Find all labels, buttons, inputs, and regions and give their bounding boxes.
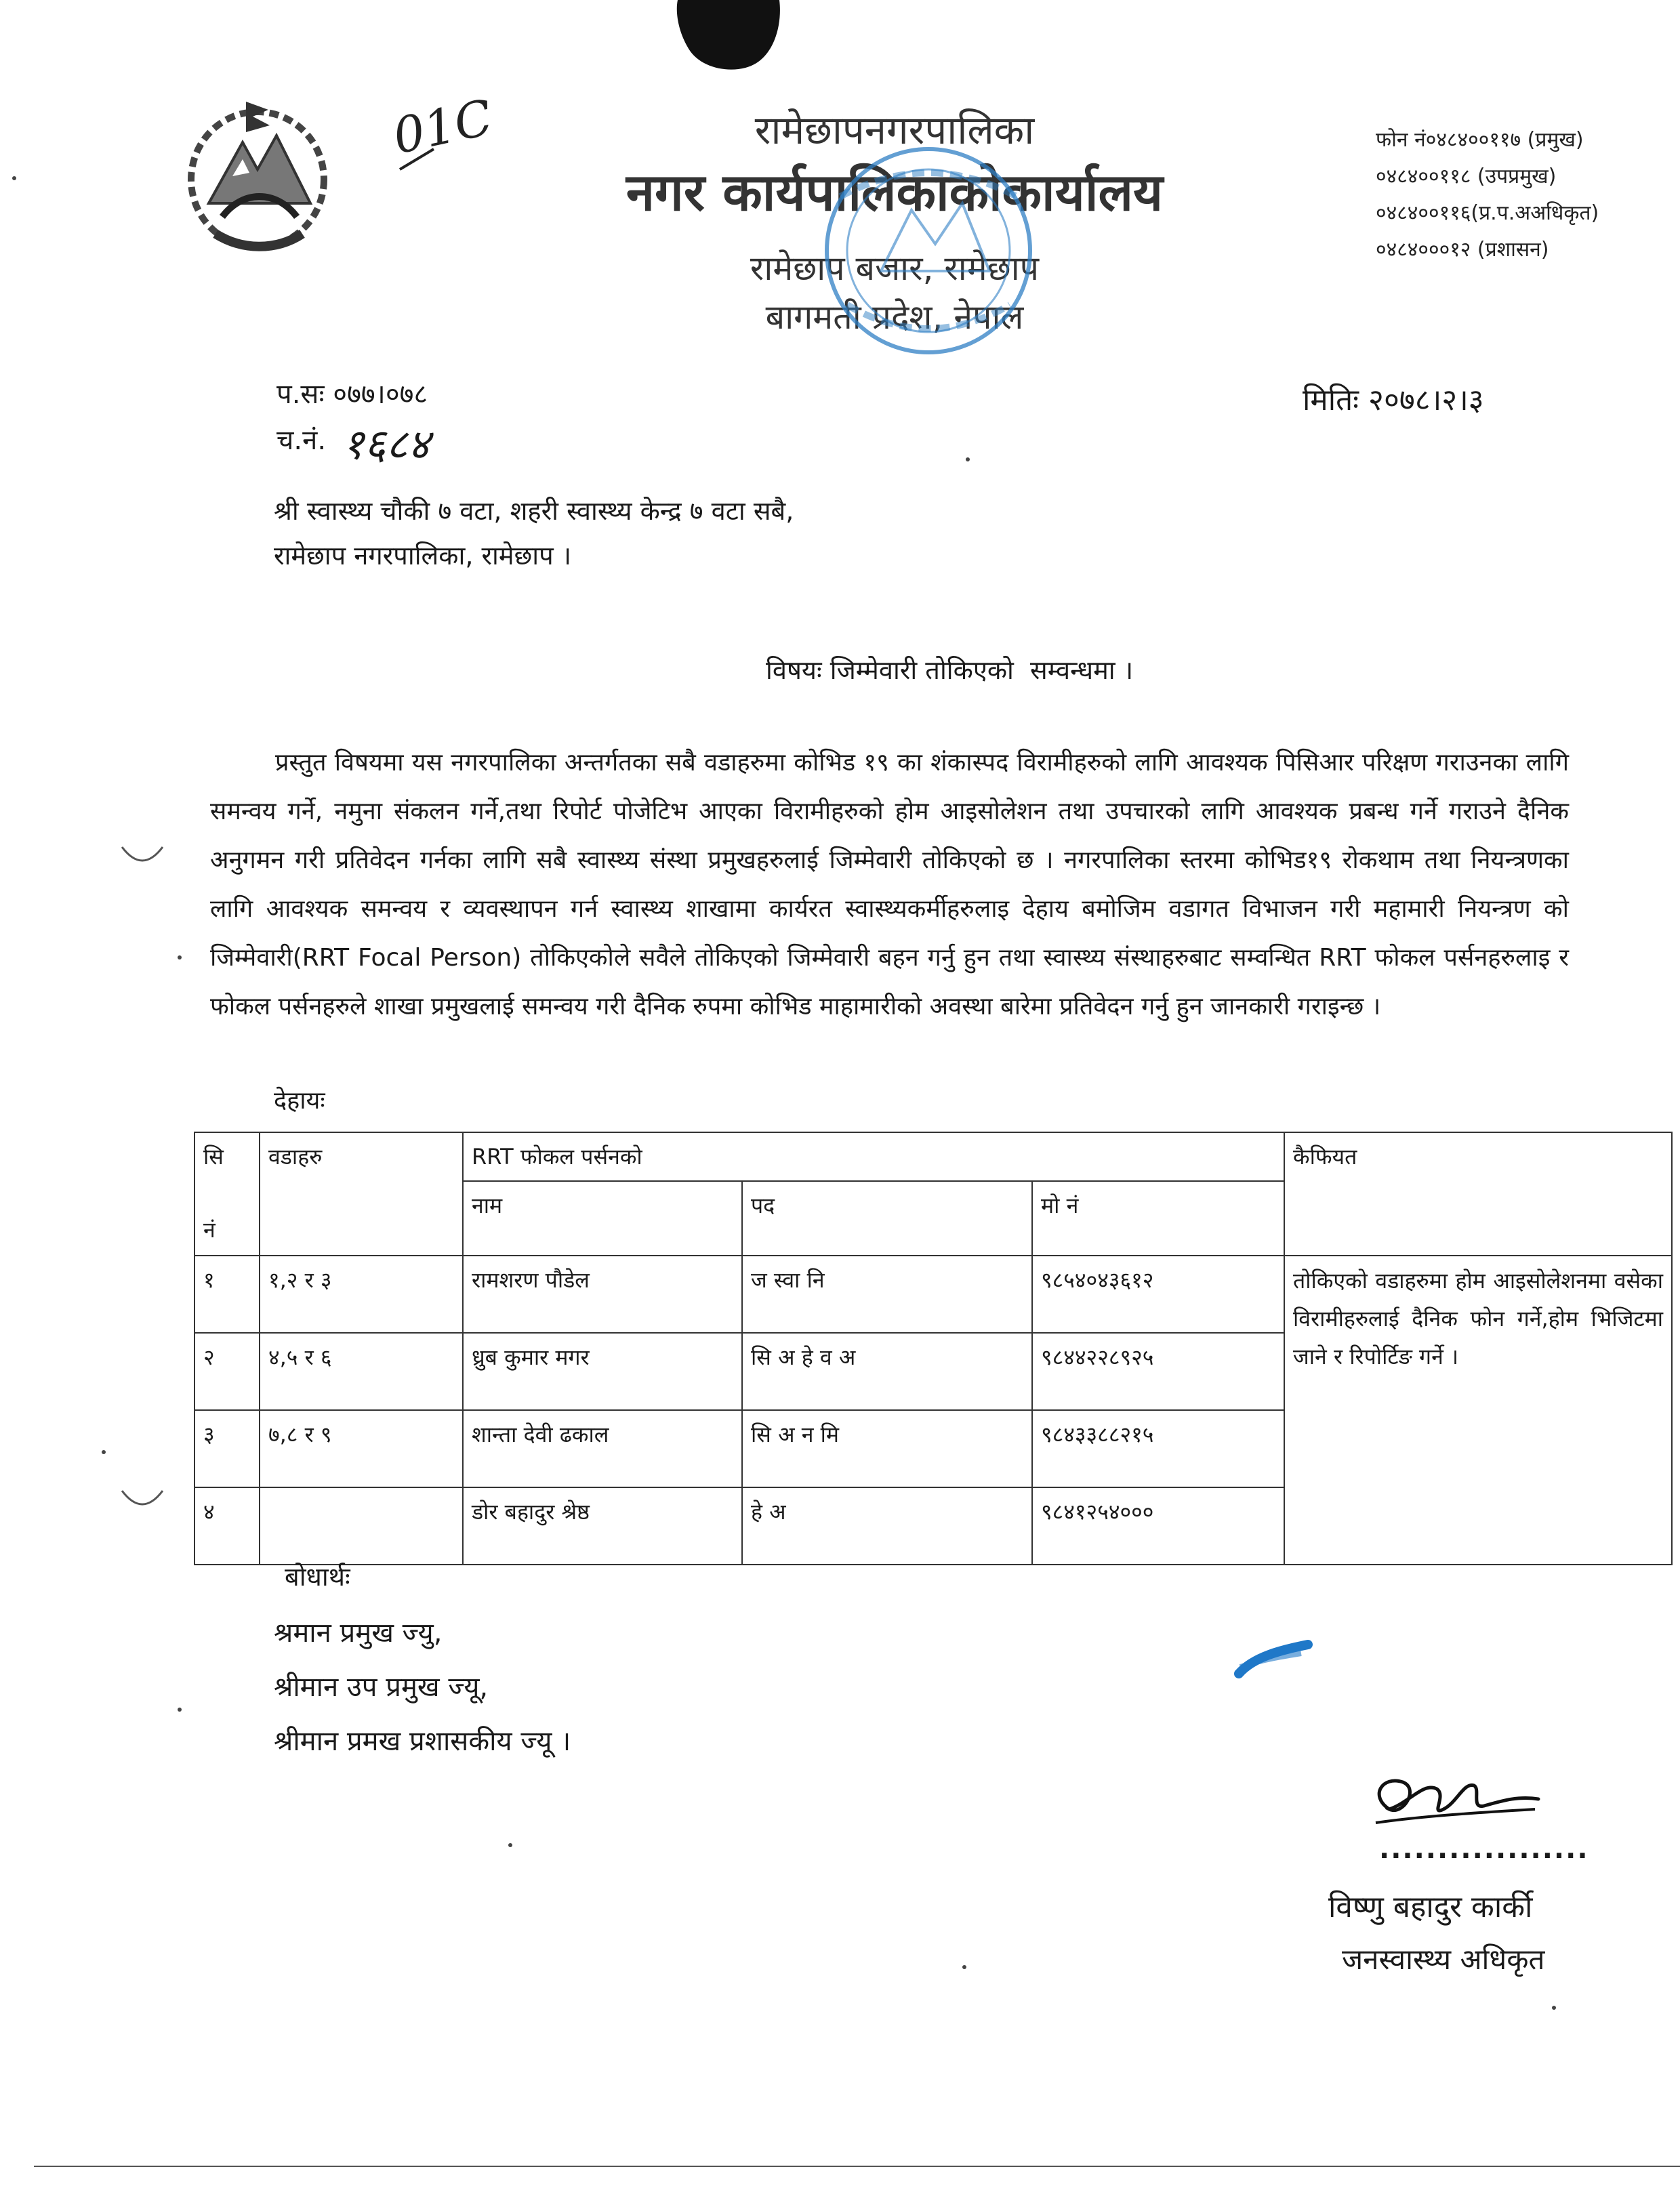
phone-line: फोन नं०४८४००११७ (प्रमुख) (1376, 128, 1584, 152)
cc-line: श्रीमान उप प्रमुख ज्यू, (274, 1672, 489, 1703)
letter-date: मितिः २०७८।२।३ (1303, 383, 1484, 417)
cell-post: ज स्वा नि (742, 1256, 1032, 1333)
nepal-emblem-logo (182, 88, 334, 257)
cell-name: शान्ता देवी ढकाल (463, 1410, 742, 1487)
signatory-name: विष्णु बहादुर कार्की (1328, 1890, 1533, 1924)
letter-number: प.सः ०७७।०७८ (276, 379, 428, 410)
header-serial-bottom: नं (203, 1217, 216, 1243)
cell-wards (260, 1487, 463, 1565)
cell-mobile: ९८५४०४३६१२ (1032, 1256, 1284, 1333)
cell-serial: १ (194, 1256, 260, 1333)
dispatch-number-value: १६८४ (342, 419, 430, 469)
header-post: पद (742, 1181, 1032, 1256)
paper-speck (1552, 2006, 1556, 2010)
municipal-stamp (800, 136, 1057, 379)
phone-list (1376, 122, 1599, 268)
signatory-title: जनस्वास्थ्य अधिकृत (1342, 1943, 1545, 1976)
cell-post: हे अ (742, 1487, 1032, 1565)
header-serial-top: सि (203, 1144, 224, 1170)
header-remarks: कैफियत (1284, 1132, 1672, 1256)
dispatch-number-label: च.नं. (276, 425, 327, 456)
top-smudge (671, 0, 786, 75)
cell-mobile: ९८४१२५४००० (1032, 1487, 1284, 1565)
cell-wards: १,२ र ३ (260, 1256, 463, 1333)
body-paragraph: प्रस्तुत विषयमा यस नगरपालिका अन्तर्गतका सबै वडाहरुमा कोभिड १९ का शंकास्पद विरामीहरुको लागि आवश्यक पिसिआर परिक्षण गराउनका लागि समन्वय गर्ने, नमुना संकलन गर्ने,तथा रिपोर्ट पोजेटिभ आएका विरामीहरुको होम आइसोलेशन तथा उपचारको लागि आवश्यक प्रबन्ध गर्ने गराउने दैनिक अनुगमन गरी प्रतिवेदन गर्नका लागि सबै स्वास्थ्य संस्था प्रमुखहरुलाई जिम्मेवारी तोकिएको छ । नगरपालिका स्तरमा कोभिड१९ रोकथाम तथा नियन्त्रणका लागि आवश्यक समन्वय र व्यवस्थापन गर्न स्वास्थ्य शाखामा कार्यरत स्वास्थ्यकर्मीहरुलाइ देहाय बमोजिम वडागत विभाजन गरी महामारी नियन्त्रण को जिम्मेवारी(RRT Focal Person) तोकिएकोले सवैले तोकिएको जिम्मेवारी बहन गर्नु हुन तथा स्वास्थ्य संस्थाहरुबाट सम्वन्धित RRT फोकल पर्सनहरुलाइ र फोकल पर्सनहरुले शाखा प्रमुखलाई समन्वय गरी दैनिक रुपमा कोभिड माहामारीको अवस्था बारेमा प्रतिवेदन गर्नु हुन जानकारी गराइन्छ । (210, 749, 1569, 1020)
header-mobile: मो नं (1032, 1181, 1284, 1256)
cc-line: श्रीमान प्रमख प्रशासकीय ज्यू । (274, 1726, 571, 1757)
cell-serial: २ (194, 1333, 260, 1410)
cell-mobile: ९८४३३८८२१५ (1032, 1410, 1284, 1487)
header-rrt-group: RRT फोकल पर्सनको (463, 1132, 1284, 1181)
phone-line: ०४८४०००१२ (प्रशासन) (1376, 238, 1549, 262)
recipient-line-2: रामेछाप नगरपालिका, रामेछाप । (274, 541, 572, 571)
office-name: नगर कार्यपालिकाकोकार्यालय (626, 162, 1164, 222)
table-row (194, 1256, 1672, 1333)
subject-line: विषयः जिम्मेवारी तोकिएको सम्वन्धमा । (766, 655, 1134, 685)
cc-line: श्रमान प्रमुख ज्यु, (274, 1617, 443, 1649)
cc-title: बोधार्थः (285, 1562, 350, 1592)
header-wards: वडाहरु (260, 1132, 463, 1256)
signature-dots: .................. (1379, 1834, 1589, 1865)
bottom-rule (34, 2166, 1680, 2167)
paper-speck (178, 955, 182, 959)
cell-wards: ७,८ र ९ (260, 1410, 463, 1487)
cell-post: सि अ हे व अ (742, 1333, 1032, 1410)
paper-speck (12, 176, 16, 180)
handwritten-signature (1362, 1769, 1545, 1836)
phone-line: ०४८४००११६(प्र.प.अअधिकृत) (1376, 201, 1599, 225)
table-header-row (194, 1132, 1672, 1181)
paper-speck (962, 1965, 966, 1969)
cell-serial: ४ (194, 1487, 260, 1565)
cell-serial: ३ (194, 1410, 260, 1487)
dehay-label: देहायः (274, 1087, 325, 1115)
paper-speck (178, 1708, 182, 1712)
cell-name: ध्रुब कुमार मगर (463, 1333, 742, 1410)
cell-remarks: तोकिएको वडाहरुमा होम आइसोलेशनमा वसेका विरामीहरुलाई दैनिक फोन गर्ने,होम भिजिटमा जाने र रिपोर्टिङ गर्ने । (1284, 1256, 1672, 1565)
header-name: नाम (463, 1181, 742, 1256)
address-line-2: बागमती प्रदेश, नेपाल (765, 297, 1024, 337)
paper-speck (508, 1843, 512, 1847)
handwritten-stroke (396, 146, 437, 173)
rrt-focal-table (194, 1132, 1673, 1565)
blue-pen-mark (1233, 1636, 1315, 1684)
cell-name: डोर बहादुर श्रेष्ठ (463, 1487, 742, 1565)
punch-hole-mark (119, 1487, 166, 1514)
paper-speck (966, 457, 970, 461)
recipient-line-1: श्री स्वास्थ्य चौकी ७ वटा, शहरी स्वास्थ्य केन्द्र ७ वटा सबै, (274, 496, 794, 526)
cell-mobile: ९८४४२२८९२५ (1032, 1333, 1284, 1410)
municipality-name: रामेछापनगरपालिका (754, 107, 1035, 153)
phone-line: ०४८४००११८ (उपप्रमुख) (1376, 165, 1557, 188)
address-line-1: रामेछाप बजार, रामेछाप (750, 249, 1040, 288)
header-serial (194, 1132, 260, 1256)
cell-wards: ४,५ र ६ (260, 1333, 463, 1410)
paper-speck (102, 1450, 106, 1454)
cell-name: रामशरण पौडेल (463, 1256, 742, 1333)
cell-post: सि अ न मि (742, 1410, 1032, 1487)
punch-hole-mark (119, 844, 166, 871)
handwritten-mark: 01C (388, 88, 497, 165)
